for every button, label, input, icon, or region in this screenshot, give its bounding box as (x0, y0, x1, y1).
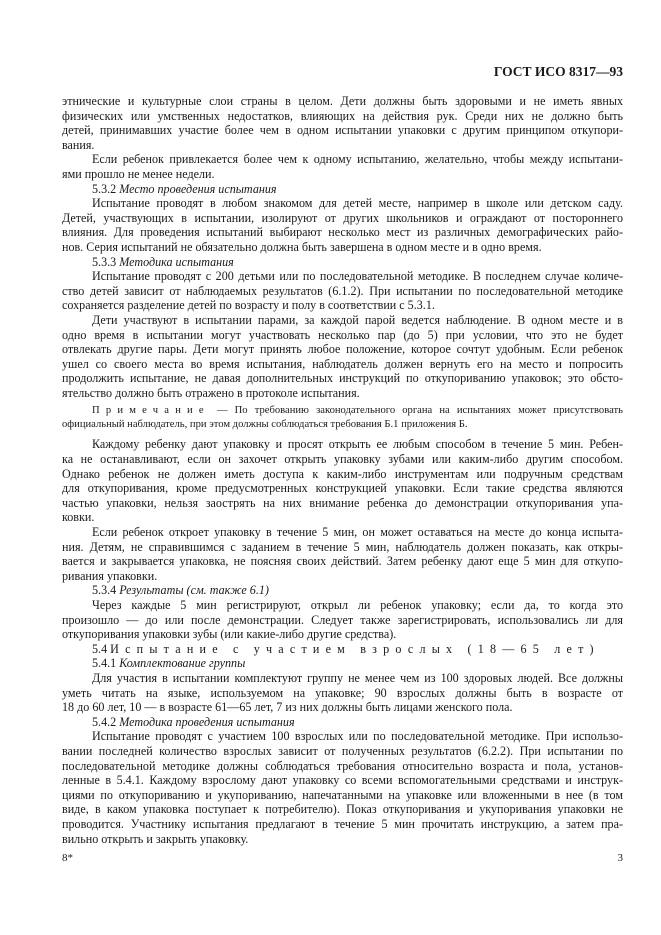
text-line: этнические и культурные слои страны в целом. Дети должны быть здоровыми и не иметь явных (62, 94, 623, 108)
text-line: Через каждые 5 мин регистрируют, открыл ли ребенок упаковку; если да, то когда это (92, 598, 623, 612)
text-line: ка не останавливают, если он захочет открыть упаковку зубами или каким-либо другим способом. (62, 452, 623, 467)
paragraph (62, 196, 623, 254)
text-line: виде, в каком упаковка поступает к потребителю). Показ откупоривания и укупоривания упаковки не (62, 802, 623, 817)
section-title: Методика испытания (119, 254, 234, 269)
text-line: Испытание проводят с 200 детьми или по последовательной методике. В последнем случае количе- (92, 269, 623, 284)
note-label: Примечание (92, 405, 210, 417)
section-title: Испытание с участием взрослых (18—65 лет) (110, 641, 600, 656)
text-line: вается и закрывается упаковка, не поясняя своих действий. Затем ребенку дают еще 5 мин для откупо- (62, 554, 623, 569)
text-line: циями по откупориванию и укупориванию, напечатанными на упаковке или вложенными в нее (в том (62, 787, 623, 802)
paragraph (62, 313, 623, 401)
text-line: для откупоривания, кроме предусмотренных конструкцией упаковки. Если такие средства являются (62, 481, 623, 496)
text-line: вильно открыть и закрыть упаковку. (62, 831, 249, 846)
section-heading (62, 642, 623, 657)
section-heading (62, 255, 623, 270)
text-line (62, 404, 623, 418)
text-line: Если ребенок привлекается более чем к одному испытанию, желательно, чтобы между испытани- (92, 152, 623, 167)
text-line: Если ребенок откроет упаковку в течение 5 мин, он может оставаться на месте до конца испыта- (92, 525, 623, 540)
text-line: ния. Детям, не справившимся с заданием в течение 5 мин, наблюдатель должен показать, как откры- (62, 539, 623, 554)
document-body (62, 94, 623, 846)
text-line: ями прошло не менее недели. (62, 166, 215, 181)
text-line: Однако ребенок не должен иметь доступа к каким-либо инструментам или подручным средствам (62, 466, 623, 481)
text-line: 18 до 60 лет, 10 — в возрасте 61—65 лет, 7 из них должны быть лицами женского пола. (62, 700, 513, 715)
text-line: Испытание проводят с участием 100 взрослых или по последовательной методике. При использо- (92, 729, 623, 744)
paragraph (62, 729, 623, 846)
note-paragraph (62, 404, 623, 432)
paragraph (62, 94, 623, 152)
text-line: Детей, участвующих в испытании, изолируют от других школьников и ограждают от постороннего (62, 210, 623, 225)
section-title: Результаты (см. также 6.1) (119, 583, 269, 598)
text-line: частью упаковки, нельзя заострять на них внимание ребенка до демонстрации откупоривания упа- (62, 495, 623, 510)
text-line: проводится. Участнику испытания предлагают в течение 5 мин прочитать инструкцию, а затем пра- (62, 816, 623, 831)
section-number: 5.3.2 (92, 181, 117, 196)
section-title: Место проведения испытания (119, 181, 277, 196)
section-heading (62, 182, 623, 197)
text-line: нов. Серия испытаний не обязательно должна быть завершена в одном месте и в одно время. (62, 239, 542, 254)
text-line: произошло — до или после демонстрации. Следует также зарегистрировать, использовались ли для (62, 612, 623, 627)
section-title: Методика проведения испытания (119, 714, 295, 729)
text-line: Для участия в испытании комплектуют группу не менее чем из 100 здоровых людей. Все должны (92, 670, 623, 685)
text-line: физических или умственных недостатков, влияющих на действия рук. Среди них не должно быть (62, 108, 623, 123)
text-line: одно время в испытании могут участвовать несколько пар (до 5) при условии, что это не будет (62, 327, 623, 342)
text-line: ковки. (62, 510, 95, 525)
text-line: сохраняется разделение детей по возрасту и полу в соответствии с 5.3.1. (62, 298, 435, 313)
text-line: продолжить испытание, не давая дополнительных инструкций по откупориванию упаковок; это обсто- (62, 371, 623, 386)
text-line: уметь читать на языке, используемом на упаковке; 90 взрослых должны быть в возрасте от (62, 685, 623, 700)
paragraph (62, 525, 623, 583)
text-line: отвлекать другие пары. Дети могут принять любое положение, которое сочтут удобным. Если ребенок (62, 342, 623, 357)
section-number: 5.3.3 (92, 254, 117, 269)
text-line: вания. (62, 137, 95, 152)
paragraph (62, 269, 623, 313)
section-title: Комплектование группы (119, 656, 246, 671)
text-line: Каждому ребенку дают упаковку и просят открыть ее любым способом в течение 5 мин. Ребен- (92, 437, 623, 452)
text-line: ленные в 5.4.1. Каждому взрослому дают упаковку со всеми вспомогательными средствами и инструк- (62, 773, 623, 788)
text-line: влияния. Для проведения испытаний выбирают несколько мест из различных демографических райо- (62, 225, 623, 240)
text-line: откупоривания упаковки зубы (или какие-либо другие средства). (62, 627, 397, 642)
text-line: Испытание проводят в любом знакомом для детей месте, например в школе или детском саду. (92, 196, 623, 211)
text-line: Дети участвуют в испытании парами, за каждой парой ведется наблюдение. В одном месте и в (92, 312, 623, 327)
section-heading (62, 656, 623, 671)
text-line: ятельство должно быть отражено в протоколе испытания. (62, 385, 360, 400)
note-text: — По требованию законодательного органа на испытаниях может присутствовать (216, 405, 623, 417)
page-number: 3 (617, 852, 623, 864)
section-number: 5.4 (92, 641, 108, 656)
text-line: ривания упаковки. (62, 568, 158, 583)
text-line: детей, принимавших участие более чем в одном испытании упаковки с другим принципом откупори- (62, 123, 623, 138)
paragraph (62, 671, 623, 715)
text-line: ушел со своего места во время испытания, наблюдатель должен вернуть его на место и попросить (62, 356, 623, 371)
paragraph (62, 152, 623, 181)
paragraph (62, 437, 623, 525)
section-number: 5.4.1 (92, 656, 117, 671)
document-header-id: ГОСТ ИСО 8317—93 (493, 64, 623, 79)
text-line: вании последней количество взрослых зависит от полученных результатов (6.2.2). При испытании по (62, 743, 623, 758)
section-number: 5.3.4 (92, 583, 117, 598)
text-line: официальный наблюдатель, при этом должны соблюдаться требования Б.1 приложения Б. (62, 419, 468, 431)
section-heading (62, 715, 623, 730)
section-number: 5.4.2 (92, 714, 117, 729)
text-line: ство детей зависит от наблюдаемых результатов (6.1.2). При испытании по последовательной методике (62, 283, 623, 298)
paragraph (62, 598, 623, 642)
section-heading (62, 583, 623, 598)
text-line: последовательной методике должны соблюдаться требования относительно возраста и пола, установ- (62, 758, 623, 773)
sheet-mark: 8* (62, 852, 73, 864)
